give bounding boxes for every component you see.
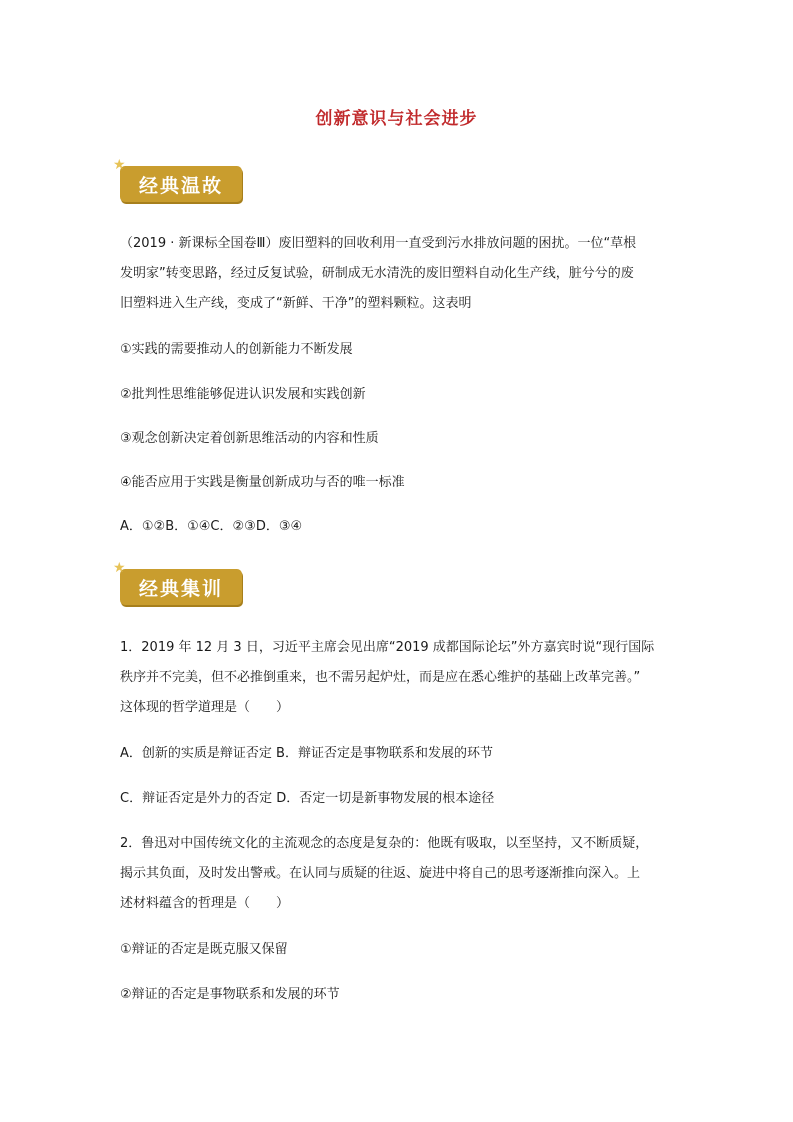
question-text-line: （2019 · 新课标全国卷Ⅲ）废旧塑料的回收利用一直受到污水排放问题的困扰。一位“草根 — [120, 236, 637, 251]
question-text-line: 发明家”转变思路，经过反复试验，研制成无水清洗的废旧塑料自动化生产线，脏兮兮的废 — [120, 266, 634, 281]
question-1-line: 这体现的哲学道理是（ ） — [120, 700, 290, 715]
section-badge-classic-review — [113, 157, 242, 202]
question-2-statement: ②辩证的否定是事物联系和发展的环节 — [120, 987, 340, 1002]
question-1-line: 1．2019 年 12 月 3 日，习近平主席会见出席“2019 成都国际论坛”外方嘉宾时说“现行国际 — [120, 640, 655, 655]
statement-option: ①实践的需要推动人的创新能力不断发展 — [120, 342, 353, 357]
section-badge-classic-training — [113, 560, 242, 605]
question-2-line: 述材料蕴含的哲理是（ ） — [120, 896, 290, 911]
question-2-line: 2．鲁迅对中国传统文化的主流观念的态度是复杂的：他既有吸取，以至坚持，又不断质疑， — [120, 836, 649, 851]
question-1-options-ab: A．创新的实质是辩证否定 B．辩证否定是事物联系和发展的环节 — [120, 746, 493, 761]
question-text-line: 旧塑料进入生产线，变成了“新鲜、干净”的塑料颗粒。这表明 — [120, 296, 472, 311]
answer-choices: A．①②B．①④C．②③D．③④ — [120, 519, 303, 534]
star-icon: ★ — [113, 560, 126, 576]
badge-label: 经典集训 — [138, 577, 223, 600]
question-1-options-cd: C．辩证否定是外力的否定 D．否定一切是新事物发展的根本途径 — [120, 791, 495, 806]
question-1-line: 秩序并不完美，但不必推倒重来，也不需另起炉灶，而是应在悉心维护的基础上改革完善。” — [120, 670, 641, 685]
badge-label: 经典温故 — [138, 174, 223, 197]
statement-option: ④能否应用于实践是衡量创新成功与否的唯一标准 — [120, 475, 405, 490]
statement-option: ③观念创新决定着创新思维活动的内容和性质 — [120, 431, 379, 446]
star-icon: ★ — [113, 157, 126, 173]
question-2-line: 揭示其负面，及时发出警戒。在认同与质疑的往返、旋进中将自己的思考逐渐推向深入。上 — [120, 866, 641, 881]
page-title: 创新意识与社会进步 — [315, 109, 478, 129]
statement-option: ②批判性思维能够促进认识发展和实践创新 — [120, 387, 366, 402]
question-2-statement: ①辩证的否定是既克服又保留 — [120, 942, 288, 957]
